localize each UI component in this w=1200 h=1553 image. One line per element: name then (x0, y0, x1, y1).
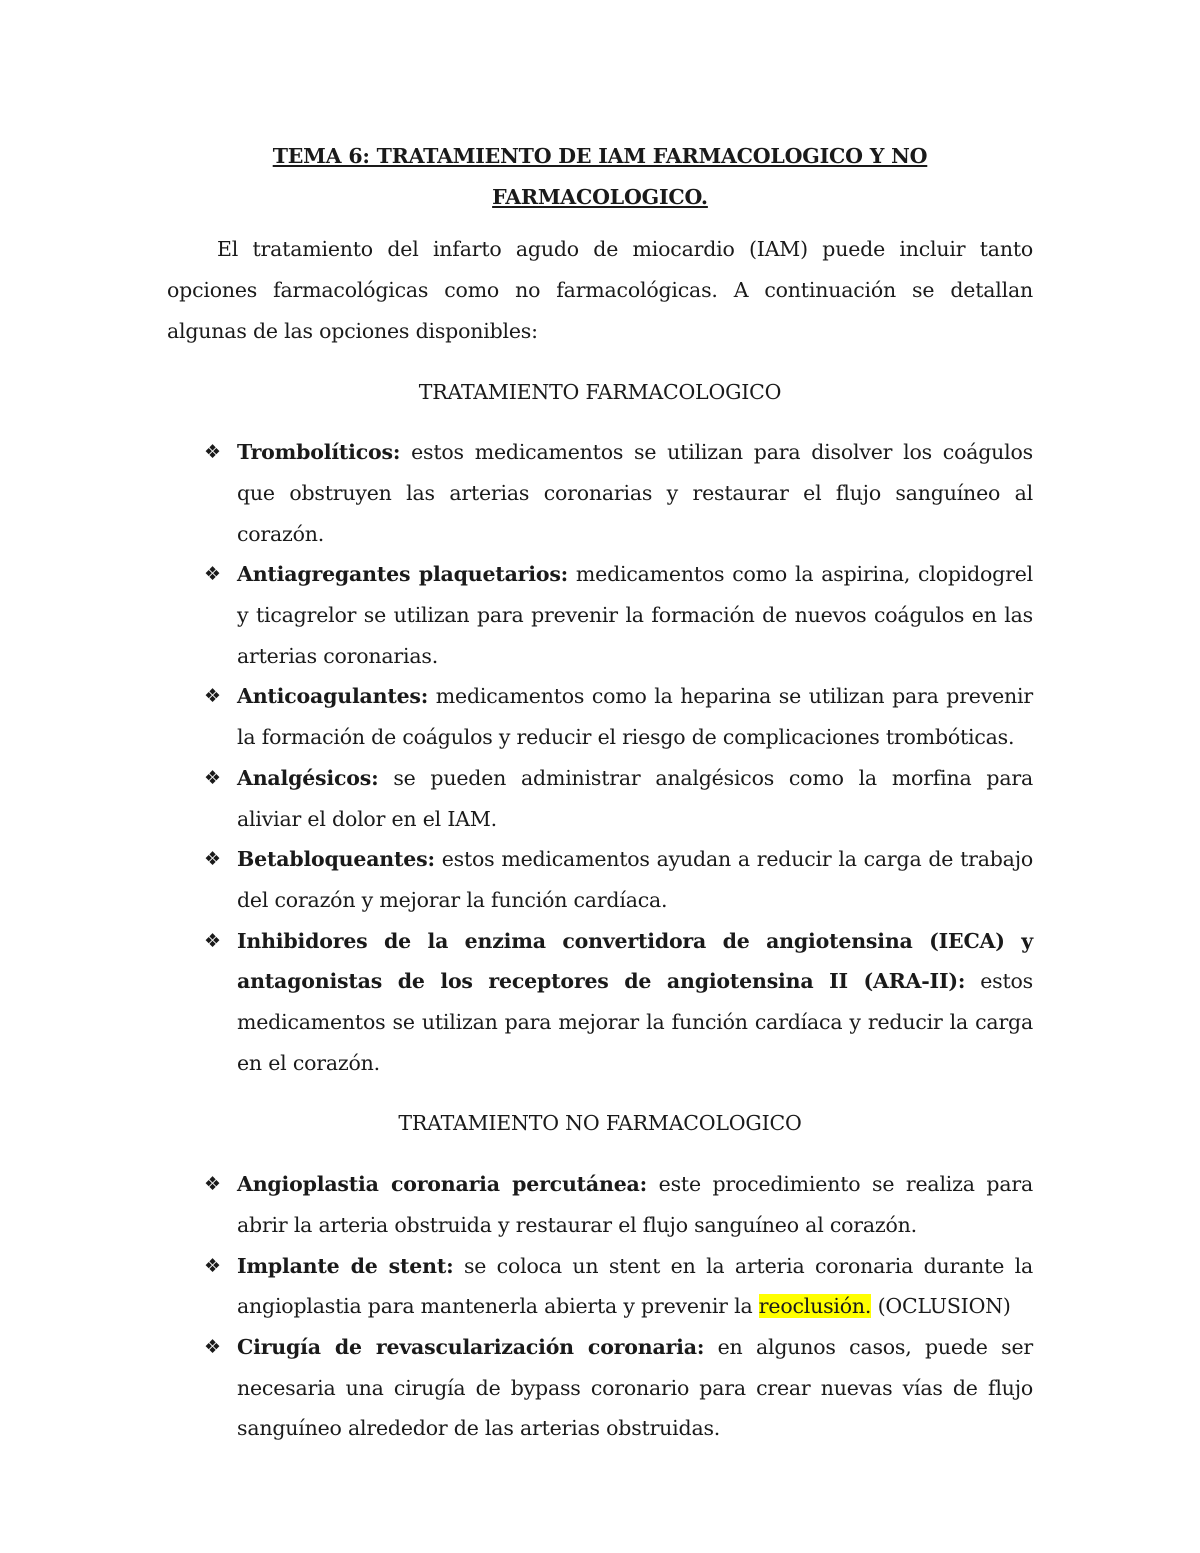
document-title: TEMA 6: TRATAMIENTO DE IAM FARMACOLOGICO Y NO FARMACOLOGICO. (272, 144, 928, 209)
list-item-stent (167, 1246, 1033, 1327)
item-term: Anticoagulantes: (237, 684, 429, 709)
diamond-bullet-icon: ❖ (204, 1335, 221, 1358)
item-text: medicamentos como la aspirina, clopidogrel y ticagrelor se utilizan para prevenir la formación de nuevos coágulos en las arterias coronarias. (237, 562, 1033, 668)
item-text: en algunos casos, puede ser necesaria una cirugía de bypass coronario para crear nuevas vías de flujo sanguíneo alrededor de las arterias obstruidas. (237, 1334, 1033, 1441)
item-term: Cirugía de revascularización coronaria: (237, 1334, 705, 1359)
item-term: Angioplastia coronaria percutánea: (237, 1172, 648, 1197)
item-text: estos medicamentos se utilizan para mejorar la función cardíaca y reducir la carga en el corazón. (237, 969, 1033, 1075)
list-item-ieca (167, 921, 1033, 1084)
diamond-bullet-icon: ❖ (204, 1173, 221, 1196)
section-heading-no-farmacologico: TRATAMIENTO NO FARMACOLOGICO (398, 1111, 802, 1136)
list-item-anticoagulantes (167, 676, 1033, 757)
list-no-farmacologico (167, 1164, 1033, 1449)
diamond-bullet-icon: ❖ (204, 441, 221, 464)
list-farmacologico (167, 432, 1033, 1083)
list-item-analgesicos (167, 758, 1033, 839)
item-text: este procedimiento se realiza para abrir la arteria obstruida y restaurar el flujo sanguíneo al corazón. (237, 1172, 1033, 1237)
diamond-bullet-icon: ❖ (204, 766, 221, 789)
item-text: estos medicamentos se utilizan para disolver los coágulos que obstruyen las arterias coronarias y restaurar el flujo sanguíneo al corazón. (237, 440, 1033, 546)
item-term: Betabloqueantes: (237, 847, 435, 872)
diamond-bullet-icon: ❖ (204, 1254, 221, 1277)
intro-paragraph: El tratamiento del infarto agudo de miocardio (IAM) puede incluir tanto opciones farmacológicas como no farmacológicas. A continuación se detallan algunas de las opciones disponibles: (167, 237, 1033, 343)
diamond-bullet-icon: ❖ (204, 685, 221, 708)
diamond-bullet-icon: ❖ (204, 929, 221, 952)
highlighted-text: reoclusión. (758, 1294, 872, 1319)
item-term: Analgésicos: (237, 765, 379, 790)
list-item-betabloqueantes (167, 839, 1033, 920)
list-item-cirugia (167, 1327, 1033, 1449)
item-text-after: (OCLUSION) (871, 1294, 1011, 1319)
item-term: Inhibidores de la enzima convertidora de angiotensina (IECA) y antagonistas de los receptores de angiotensina II (ARA-II): (237, 928, 1033, 994)
item-text: se coloca un stent en la arteria coronaria durante la angioplastia para mantenerla abierta y prevenir la (237, 1253, 1033, 1319)
document-body (167, 136, 1033, 1449)
section-heading-farmacologico: TRATAMIENTO FARMACOLOGICO (418, 379, 782, 404)
item-text: se pueden administrar analgésicos como la morfina para aliviar el dolor en el IAM. (237, 765, 1033, 831)
list-item-tromboliticos (167, 432, 1033, 554)
item-term: Implante de stent: (237, 1253, 454, 1278)
item-term: Antiagregantes plaquetarios: (237, 562, 569, 587)
item-text: medicamentos como la heparina se utilizan para prevenir la formación de coágulos y reducir el riesgo de complicaciones trombóticas. (237, 684, 1033, 750)
list-item-antiagregantes (167, 554, 1033, 676)
list-item-angioplastia (167, 1164, 1033, 1245)
diamond-bullet-icon: ❖ (204, 563, 221, 586)
diamond-bullet-icon: ❖ (204, 848, 221, 871)
item-term: Trombolíticos: (237, 440, 401, 465)
item-text: estos medicamentos ayudan a reducir la carga de trabajo del corazón y mejorar la función cardíaca. (237, 847, 1033, 912)
